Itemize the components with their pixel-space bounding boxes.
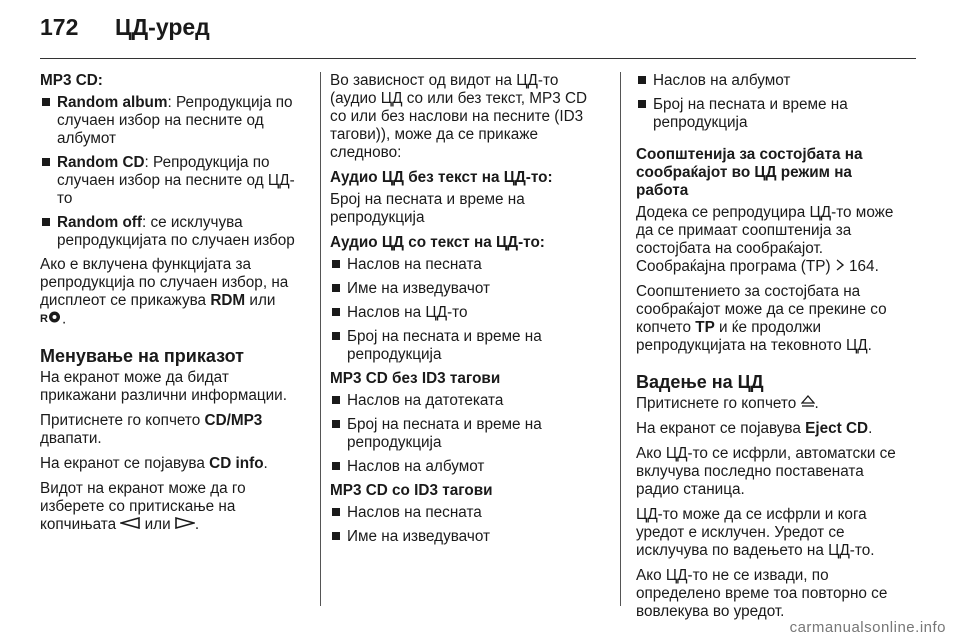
eject-heading: Вадење на ЦД bbox=[636, 372, 764, 393]
traffic-p1: Додека се репродуцира ЦД-то може да се примаат соопштенија за состојбата на сообраќајот. Сообраќајна програма (TP) 164. bbox=[636, 204, 894, 276]
list-item: Random album: Репродукција по случаен избор на песните од албумот bbox=[40, 94, 308, 148]
list-item: Random off: се исклучува репродукцијата по случаен избор bbox=[40, 214, 308, 250]
column-divider-2 bbox=[620, 72, 621, 606]
mp3-no-id3-heading: MP3 CD без ID3 тагови bbox=[330, 370, 501, 387]
audio-no-text-body: Број на песната и време на репродукција bbox=[330, 191, 525, 226]
eject-icon bbox=[801, 395, 815, 413]
bullet-icon bbox=[332, 462, 340, 470]
list-item: Наслов на датотеката bbox=[330, 392, 602, 410]
eject-p1: Притиснете го копчето . bbox=[636, 395, 819, 413]
bullet-icon bbox=[638, 100, 646, 108]
list-item: Random CD: Репродукција по случаен избор на песните од ЦД-то bbox=[40, 154, 308, 208]
list-item: Наслов на албумот bbox=[636, 72, 908, 90]
menu-p2: Притиснете го копчето CD/MP3 двапати. bbox=[40, 412, 263, 447]
eject-p4: ЦД-то може да се исфрли и кога уредот е исклучен. Уредот се исклучува по вадењето на ЦД-то. bbox=[636, 506, 875, 560]
list-item: Број на песната и време на репродукција bbox=[330, 328, 602, 364]
header-rule bbox=[40, 58, 916, 59]
bullet-icon bbox=[332, 396, 340, 404]
audio-text-list bbox=[330, 256, 602, 364]
page-number: 172 bbox=[40, 14, 79, 40]
audio-text-heading: Аудио ЦД со текст на ЦД-то: bbox=[330, 234, 545, 251]
menu-p3: На екранот се појавува CD info. bbox=[40, 455, 268, 472]
list-item: Име на изведувачот bbox=[330, 280, 602, 298]
list-item: Наслов на албумот bbox=[330, 458, 602, 476]
eject-p3: Ако ЦД-то се исфрли, автоматски се вклучува последно поставената радио станица. bbox=[636, 445, 896, 499]
bullet-icon bbox=[332, 284, 340, 292]
column-3 bbox=[636, 72, 908, 628]
menu-p1: На екранот може да бидат прикажани различни информации. bbox=[40, 369, 287, 404]
bullet-icon bbox=[42, 158, 50, 166]
random-icon bbox=[40, 310, 62, 329]
eject-p2: На екранот се појавува Eject CD. bbox=[636, 420, 873, 438]
column-2 bbox=[330, 72, 602, 552]
column-1 bbox=[40, 72, 308, 541]
traffic-p2: Соопштението за состојбата на сообраќајот може да се прекине со копчето TP и ќе продолжи репродукцијата на тековното ЦД. bbox=[636, 283, 887, 355]
mp3-id3-list bbox=[330, 504, 602, 546]
menu-heading: Менување на приказот bbox=[40, 346, 244, 366]
random-options-list bbox=[40, 94, 308, 250]
column-divider-1 bbox=[320, 72, 321, 606]
watermark: carmanualsonline.info bbox=[789, 619, 946, 636]
bullet-icon bbox=[332, 308, 340, 316]
list-item: Наслов на ЦД-то bbox=[330, 304, 602, 322]
page-reference-icon bbox=[835, 258, 845, 276]
list-item: Име на изведувачот bbox=[330, 528, 602, 546]
bullet-icon bbox=[638, 76, 646, 84]
next-triangle-icon bbox=[175, 516, 195, 534]
mp3-cd-heading: MP3 CD: bbox=[40, 72, 103, 89]
traffic-heading: Соопштенија за состојбата на сообраќајот во ЦД режим на работа bbox=[636, 146, 863, 199]
mp3-id3-heading: MP3 CD со ID3 тагови bbox=[330, 482, 493, 499]
bullet-icon bbox=[42, 98, 50, 106]
bullet-icon bbox=[332, 332, 340, 340]
menu-p4: Видот на екранот може да го изберете со притискање на копчињата или . bbox=[40, 480, 246, 534]
mp3-no-id3-list bbox=[330, 392, 602, 476]
list-item: Број на песната и време на репродукција bbox=[330, 416, 602, 452]
list-item: Број на песната и време на репродукција bbox=[636, 96, 908, 132]
mp3-id3-list-continued bbox=[636, 72, 908, 132]
bullet-icon bbox=[42, 218, 50, 226]
bullet-icon bbox=[332, 532, 340, 540]
audio-no-text-heading: Аудио ЦД без текст на ЦД-то: bbox=[330, 169, 553, 186]
list-item: Наслов на песната bbox=[330, 256, 602, 274]
prev-triangle-icon bbox=[120, 516, 140, 534]
bullet-icon bbox=[332, 508, 340, 516]
svg-text:R: R bbox=[40, 313, 48, 324]
bullet-icon bbox=[332, 420, 340, 428]
eject-p5: Ако ЦД-то не се извади, по определено време тоа повторно се вовлекува во уредот. bbox=[636, 567, 888, 621]
intro-paragraph: Во зависност од видот на ЦД-то (аудио ЦД со или без текст, MP3 CD со или без наслови на песните (ID3 тагови)), може да се прикаже следново: bbox=[330, 72, 588, 161]
bullet-icon bbox=[332, 260, 340, 268]
page-title: ЦД-уред bbox=[115, 14, 210, 40]
list-item: Наслов на песната bbox=[330, 504, 602, 522]
random-info-paragraph: Ако е вклучена функцијата за репродукција по случаен избор, на дисплеот се прикажува RDM или R . bbox=[40, 256, 289, 328]
